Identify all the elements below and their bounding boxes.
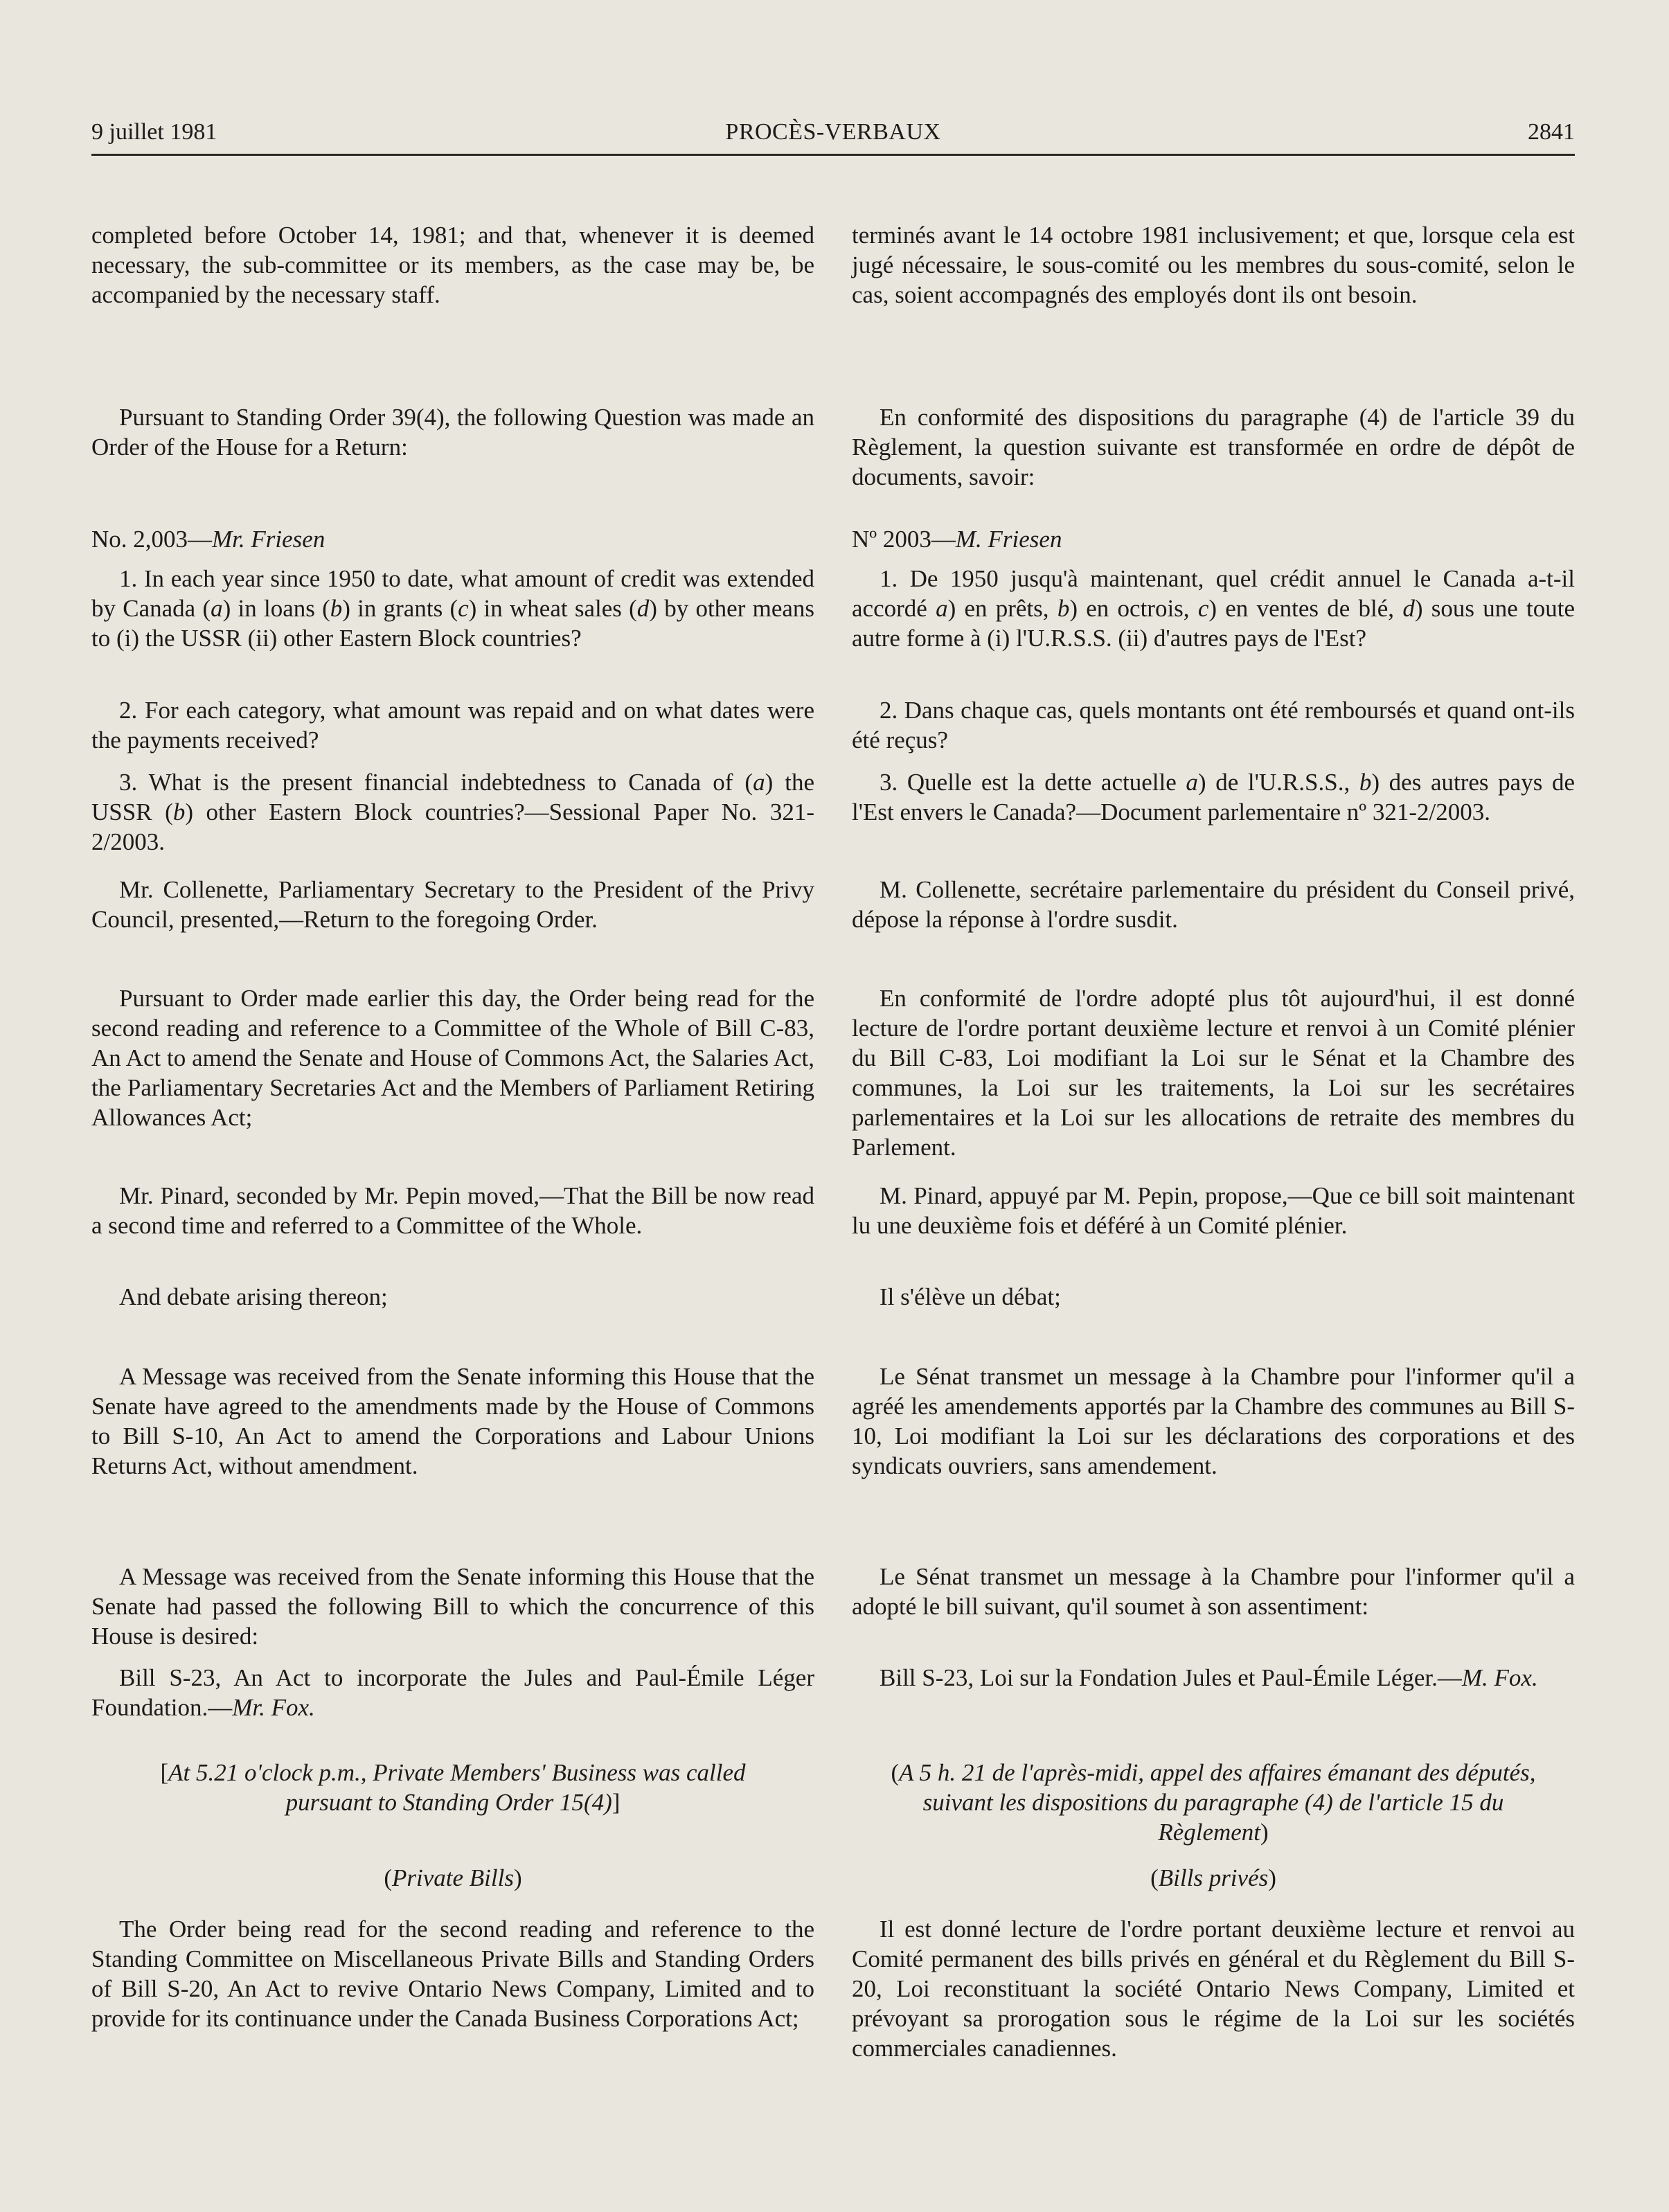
fr-pinard-motion: M. Pinard, appuyé par M. Pepin, propose,—Que ce bill soit maintenant lu une deuxième fois et déféré à un Comité plénier.	[852, 1182, 1575, 1239]
fr-q3-text-c: ) des autres pays de l'Est envers le Canada?—Document parlementaire nº 321-2/2003.	[852, 769, 1576, 826]
en-bill-c83-order: Pursuant to Order made earlier this day, the Order being read for the second reading and reference to a Committee of the Whole of Bill C-83, An Act to amend the Senate and House of Commons Act, the Salaries Act, the Parliamentary Secretaries Act and the Members of Parliament Retiring Allowances Act;	[91, 985, 814, 1131]
fr-paren-open: (	[891, 1759, 900, 1786]
fr-bill-c83-order: En conformité de l'ordre adopté plus tôt aujourd'hui, il est donné lecture de l'ordre portant deuxième lecture et renvoi à un Comité plénier du Bill C-83, Loi modifiant la Loi sur le Sénat et la Chambre des communes, la Loi sur les traitements, la Loi sur les secrétaires parlementaires et la Loi sur les allocations de retraite des membres du Parlement.	[852, 985, 1575, 1161]
en-q3-text-b: ) the USSR (	[91, 769, 815, 826]
fr-question-number: Nº 2003—	[852, 526, 956, 553]
fr-q1-text-b: ) en prêts,	[947, 595, 1057, 622]
en-paren-open: (	[384, 1864, 393, 1891]
fr-q1-letter-b: b	[1057, 595, 1070, 622]
en-bill-s23	[91, 1663, 814, 1722]
page-header	[91, 119, 1575, 156]
en-paren-close: )	[513, 1864, 522, 1891]
en-q3-text-c: ) other Eastern Block countries?—Sessional Paper No. 321-2/2003.	[91, 799, 814, 855]
en-q1-text-e: ) by other means to (i) the USSR (ii) other Eastern Block countries?	[91, 595, 815, 652]
en-question-3	[91, 767, 814, 857]
header-date: 9 juillet 1981	[91, 119, 217, 145]
en-senate-message-s23: A Message was received from the Senate informing this House that the Senate had passed the following Bill to which the concurrence of this House is desired:	[91, 1563, 814, 1650]
en-question-order-paragraph: Pursuant to Standing Order 39(4), the following Question was made an Order of the House for a Return:	[91, 404, 814, 461]
fr-bill-s23	[852, 1663, 1575, 1693]
en-bill-s23-sponsor: Mr. Fox.	[232, 1694, 315, 1721]
en-senate-message-s10: A Message was received from the Senate informing this House that the Senate have agreed to the amendments made by the House of Commons to Bill S-10, An Act to amend the Corporations and Labour Unions Returns Act, without amendment.	[91, 1363, 814, 1479]
fr-continuation-paragraph: terminés avant le 14 octobre 1981 inclusivement; et que, lorsque cela est jugé nécessaire, le sous-comité ou les membres du sous-comité, selon le cas, soient accompagnés des employés dont ils ont besoin.	[852, 222, 1575, 308]
fr-pb-paren-close: )	[1268, 1864, 1276, 1891]
en-q1-text-c: ) in grants (	[342, 595, 458, 622]
fr-q1-text-e: ) sous une toute autre forme à (i) l'U.R.S.S. (ii) d'autres pays de l'Est?	[852, 595, 1576, 652]
en-q1-letter-b: b	[330, 595, 343, 622]
fr-q3-text-b: ) de l'U.R.S.S.,	[1197, 769, 1359, 796]
en-pinard-motion: Mr. Pinard, seconded by Mr. Pepin moved,—That the Bill be now read a second time and referred to a Committee of the Whole.	[91, 1182, 814, 1239]
en-continuation-paragraph: completed before October 14, 1981; and that, whenever it is deemed necessary, the sub-committee or its members, as the case may be, be accompanied by the necessary staff.	[91, 222, 814, 308]
page-number: 2841	[1528, 119, 1575, 145]
en-q3-text-a: 3. What is the present financial indebtedness to Canada of (	[119, 769, 753, 796]
en-private-bills-text: Private Bills	[392, 1864, 514, 1891]
fr-pb-paren-open: (	[1150, 1864, 1159, 1891]
fr-private-bills-text: Bills privés	[1158, 1864, 1269, 1891]
fr-bill-s23-sponsor: M. Fox.	[1461, 1664, 1538, 1691]
en-q1-letter-d: d	[636, 595, 650, 622]
en-q3-letter-b: b	[172, 799, 186, 826]
en-debate: And debate arising thereon;	[119, 1283, 388, 1310]
fr-question-order-paragraph: En conformité des dispositions du paragraphe (4) de l'article 39 du Règlement, la question suivante est transformée en ordre de dépôt de documents, savoir:	[852, 404, 1575, 490]
en-bill-s23-text: Bill S-23, An Act to incorporate the Jules and Paul-Émile Léger Foundation.—	[91, 1664, 814, 1721]
header-title: PROCÈS-VERBAUX	[725, 119, 941, 145]
fr-private-members-note	[852, 1758, 1575, 1847]
fr-question-3	[852, 767, 1575, 827]
en-question-1	[91, 564, 814, 653]
fr-q1-text-a: 1. De 1950 jusqu'à maintenant, quel crédit annuel le Canada a-t-il accordé	[852, 565, 1575, 622]
fr-q1-text-c: ) en octrois,	[1069, 595, 1198, 622]
fr-paren-close: )	[1260, 1819, 1269, 1846]
en-question-2: 2. For each category, what amount was repaid and on what dates were the payments received?	[91, 697, 814, 753]
en-q1-text-d: ) in wheat sales (	[468, 595, 637, 622]
fr-senate-message-s10: Le Sénat transmet un message à la Chambre pour l'informer qu'il a agréé les amendements apportés par la Chambre des communes au Bill S-10, Loi modifiant la Loi sur les déclarations des corporations et des syndicats ouvriers, sans amendement.	[852, 1363, 1575, 1479]
fr-question-heading	[852, 524, 1575, 554]
en-question-heading	[91, 524, 814, 554]
fr-question-1	[852, 564, 1575, 653]
fr-q1-letter-d: d	[1402, 595, 1415, 622]
fr-senate-message-s23: Le Sénat transmet un message à la Chambre pour l'informer qu'il a adopté le bill suivant, qu'il soumet à son assentiment:	[852, 1563, 1575, 1620]
fr-debate: Il s'élève un débat;	[880, 1283, 1061, 1310]
fr-q1-text-d: ) en ventes de blé,	[1208, 595, 1403, 622]
en-question-member: Mr. Friesen	[212, 526, 325, 553]
en-q1-letter-a: a	[211, 595, 223, 622]
fr-private-members-text: A 5 h. 21 de l'après-midi, appel des affaires émanant des députés, suivant les dispositions du paragraphe (4) de l'article 15 du Règlement	[899, 1759, 1536, 1846]
fr-q3-text-a: 3. Quelle est la dette actuelle	[880, 769, 1186, 796]
en-bill-s20-order: The Order being read for the second reading and reference to the Standing Committee on Miscellaneous Private Bills and Standing Orders of Bill S-20, An Act to revive Ontario News Company, Limited and to provide for its continuance under the Canada Business Corporations Act;	[91, 1916, 814, 2032]
fr-q1-letter-c: c	[1197, 595, 1209, 622]
fr-question-2: 2. Dans chaque cas, quels montants ont été remboursés et quand ont-ils été reçus?	[852, 697, 1575, 753]
en-private-members-note	[91, 1758, 814, 1817]
fr-bill-s23-text: Bill S-23, Loi sur la Fondation Jules et Paul-Émile Léger.—	[880, 1664, 1462, 1691]
en-q1-letter-c: c	[458, 595, 469, 622]
en-collenette-return: Mr. Collenette, Parliamentary Secretary to the President of the Privy Council, presented,—Return to the foregoing Order.	[91, 876, 814, 933]
en-private-members-text: At 5.21 o'clock p.m., Private Members' Business was called pursuant to Standing Order 15(4)	[168, 1759, 746, 1816]
en-q3-letter-a: a	[753, 769, 765, 796]
fr-private-bills-heading	[852, 1863, 1575, 1893]
fr-bill-s20-order: Il est donné lecture de l'ordre portant deuxième lecture et renvoi au Comité permanent des bills privés en général et du Règlement du Bill S-20, Loi reconstituant la société Ontario News Company, Limited et prévoyant sa prorogation sous le régime de la Loi sur les sociétés commerciales canadiennes.	[852, 1916, 1575, 2062]
en-q1-text-b: ) in loans (	[222, 595, 330, 622]
fr-q3-letter-b: b	[1359, 769, 1372, 796]
fr-q3-letter-a: a	[1186, 769, 1198, 796]
fr-question-member: M. Friesen	[955, 526, 1062, 553]
fr-collenette-return: M. Collenette, secrétaire parlementaire du président du Conseil privé, dépose la réponse à l'ordre susdit.	[852, 876, 1575, 933]
en-bracket-open: [	[160, 1759, 169, 1786]
en-private-bills-heading	[91, 1863, 814, 1893]
fr-q1-letter-a: a	[936, 595, 948, 622]
en-q1-text-a: 1. In each year since 1950 to date, what amount of credit was extended by Canada (	[91, 565, 814, 622]
en-bracket-close: ]	[612, 1789, 621, 1816]
en-question-number: No. 2,003—	[91, 526, 213, 553]
